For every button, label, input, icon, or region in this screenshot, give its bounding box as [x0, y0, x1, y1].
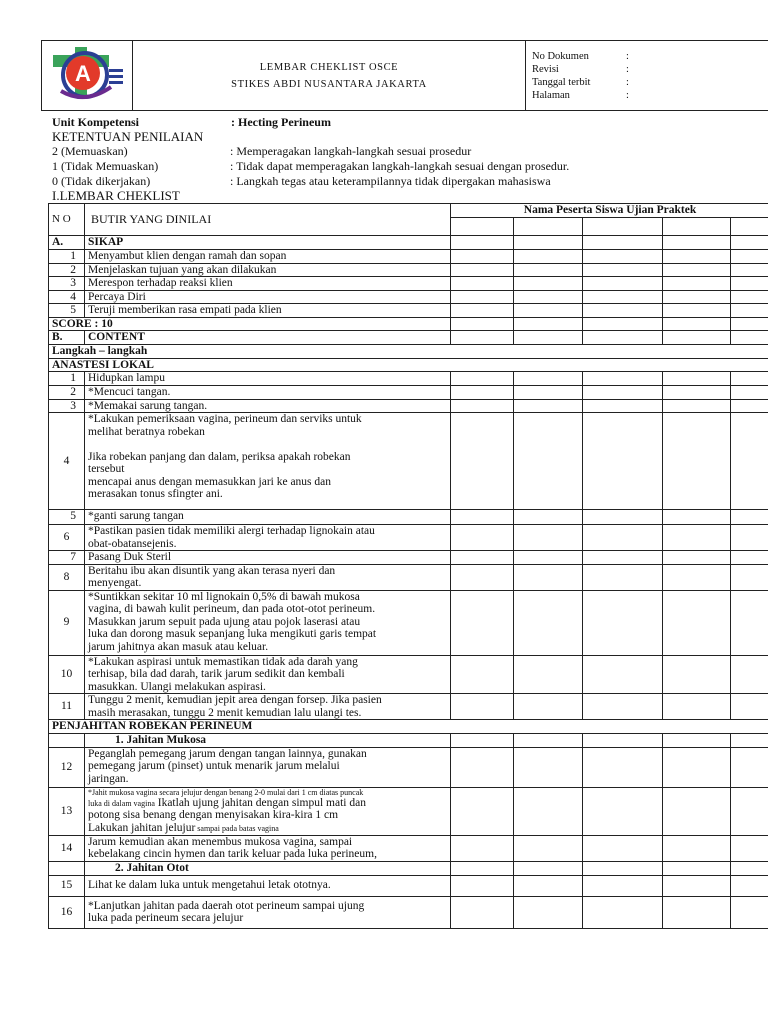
item-text: Hidupkan lampu: [88, 372, 165, 384]
section-title: CONTENT: [85, 331, 451, 345]
score-cell[interactable]: [583, 290, 663, 304]
score-cell[interactable]: [731, 734, 768, 748]
item-no: 9: [49, 590, 85, 655]
title-line-2: STIKES ABDI NUSANTARA JAKARTA: [231, 78, 427, 90]
score-cell[interactable]: [451, 564, 514, 590]
score-cell[interactable]: [663, 331, 731, 345]
item-text: *Mencuci tangan.: [88, 386, 171, 398]
score-cell[interactable]: [514, 386, 583, 400]
item-text-cell: [85, 510, 451, 525]
table-row: [49, 345, 768, 359]
item-line: mencapai anus dengan memasukkan jari ke anus dan: [88, 475, 332, 488]
title-line-1: LEMBAR CHEKLIST OSCE: [259, 61, 399, 73]
score-cell[interactable]: [583, 734, 663, 748]
table-row: [49, 861, 768, 875]
scale-score: 0 (Tidak dikerjakan): [52, 174, 151, 188]
no-header: N O: [49, 204, 85, 236]
item-text-cell: [85, 372, 451, 386]
scale-score: 2 (Memuaskan): [52, 144, 128, 158]
score-cell[interactable]: [583, 510, 663, 525]
score-cell[interactable]: [514, 734, 583, 748]
score-cell[interactable]: [583, 655, 663, 694]
score-cell[interactable]: [583, 236, 663, 250]
table-header-row: [49, 204, 768, 218]
mukosa-title: 1. Jahitan Mukosa: [85, 734, 451, 748]
item-text-cell: [85, 386, 451, 400]
item-no: 7: [49, 551, 85, 565]
scale-score: 1 (Tidak Memuaskan): [52, 159, 159, 173]
score-cell[interactable]: [663, 861, 731, 875]
score-cell[interactable]: [731, 564, 768, 590]
score-cell[interactable]: [731, 263, 768, 277]
score-cell[interactable]: [451, 386, 514, 400]
header-title: [133, 41, 526, 111]
score-cell[interactable]: [731, 317, 768, 331]
meta-row: Revisi :: [532, 63, 629, 75]
score-cell[interactable]: [731, 525, 768, 551]
score-cell[interactable]: [514, 551, 583, 565]
score-cell[interactable]: [663, 875, 731, 896]
score-cell[interactable]: [731, 304, 768, 318]
score-cell[interactable]: [731, 861, 768, 875]
item-text: Percaya Diri: [85, 290, 451, 304]
score-cell[interactable]: [731, 896, 768, 928]
score-cell[interactable]: [514, 525, 583, 551]
penjahitan-label: PENJAHITAN ROBEKAN PERINEUM: [49, 720, 768, 734]
item-line: Jarum kemudian akan menembus mukosa vagina, sampai: [88, 835, 353, 848]
table-row: [49, 551, 768, 565]
item-line: tersebut: [88, 463, 125, 475]
table-row: [49, 734, 768, 748]
score-cell[interactable]: [514, 861, 583, 875]
table-row: [49, 277, 768, 291]
score-cell[interactable]: [731, 277, 768, 291]
item-line: luka pada perineum secara jelujur: [88, 912, 244, 924]
item-text-cell: [85, 655, 451, 694]
table-row: [49, 835, 768, 861]
item-text: Merespon terhadap reaksi klien: [85, 277, 451, 291]
score-cell[interactable]: [731, 218, 768, 236]
score-cell[interactable]: [514, 277, 583, 291]
table-row: [49, 304, 768, 318]
logo-cell: [42, 41, 133, 111]
score-cell[interactable]: [514, 218, 583, 236]
score-cell[interactable]: [663, 510, 731, 525]
score-cell[interactable]: [731, 590, 768, 655]
langkah-label: Langkah – langkah: [49, 345, 768, 359]
table-row: [49, 525, 768, 551]
score-cell[interactable]: [731, 331, 768, 345]
score-cell[interactable]: [663, 734, 731, 748]
score-cell[interactable]: [583, 331, 663, 345]
meta-row: No Dokumen :: [532, 50, 629, 62]
table-row: [49, 564, 768, 590]
score-cell[interactable]: [451, 331, 514, 345]
score-cell[interactable]: [731, 875, 768, 896]
item-line: Masukkan jarum sepuit pada ujung atau pojok laserasi atau: [88, 615, 361, 628]
score-cell[interactable]: [451, 317, 514, 331]
item-text-cell: [85, 747, 451, 787]
anastesi-label: ANASTESI LOKAL: [49, 358, 768, 372]
item-text: Teruji memberikan rasa empati pada klien: [85, 304, 451, 318]
score-cell[interactable]: [663, 694, 731, 720]
score-cell[interactable]: [514, 331, 583, 345]
stikes-logo: [45, 41, 129, 105]
score-cell[interactable]: [663, 564, 731, 590]
section-code: B.: [49, 331, 85, 345]
score-cell[interactable]: [583, 372, 663, 386]
score-cell[interactable]: [663, 277, 731, 291]
item-line: *Suntikkan sekitar 10 ml lignokain 0,5% di bawah mukosa: [88, 590, 360, 603]
score-cell[interactable]: [451, 896, 514, 928]
score-cell[interactable]: [583, 317, 663, 331]
item-line: jarum jahitnya akan masuk atau keluar.: [88, 640, 269, 653]
score-cell[interactable]: [451, 510, 514, 525]
score-cell[interactable]: [514, 413, 583, 510]
item-line: masukkan. Ulangi melakukan aspirasi.: [88, 680, 266, 693]
item-no: 14: [49, 835, 85, 861]
item-text: *Memakai sarung tangan.: [88, 399, 208, 412]
score-cell[interactable]: [583, 787, 663, 835]
item-line: pemegang jarum (pinset) untuk menarik jarum melalui: [88, 760, 340, 772]
score-cell[interactable]: [731, 236, 768, 250]
meta-row: Tanggal terbit :: [532, 76, 629, 88]
item-line: masih merasakan, tunggu 2 menit kemudian lalu ulangi tes.: [88, 706, 362, 719]
unit-label: Unit Kompetensi: [52, 115, 139, 129]
score-cell[interactable]: [514, 263, 583, 277]
item-small-text: *Jahit mukosa vagina secara jelujur dengan benang 2-0 mulai dari 1 cm diatas puncak: [88, 787, 364, 797]
svg-text:A: A: [75, 61, 91, 86]
score-cell[interactable]: [731, 747, 768, 787]
score-cell[interactable]: [583, 747, 663, 787]
item-no: 16: [49, 896, 85, 928]
item-no: 5: [49, 510, 85, 525]
score-cell[interactable]: [451, 304, 514, 318]
score-cell[interactable]: [583, 413, 663, 510]
score-cell[interactable]: [731, 835, 768, 861]
item-no: 15: [49, 875, 85, 896]
table-row: [49, 590, 768, 655]
score-cell[interactable]: [451, 875, 514, 896]
score-cell[interactable]: [731, 372, 768, 386]
score-cell[interactable]: [514, 835, 583, 861]
score-cell[interactable]: [583, 386, 663, 400]
item-no: 4: [49, 290, 85, 304]
score-cell[interactable]: [451, 590, 514, 655]
score-cell[interactable]: [514, 250, 583, 264]
score-cell[interactable]: [731, 694, 768, 720]
item-no: 12: [49, 747, 85, 787]
score-cell[interactable]: [731, 399, 768, 413]
score-cell[interactable]: [663, 747, 731, 787]
score-cell[interactable]: [663, 290, 731, 304]
score-cell[interactable]: [663, 236, 731, 250]
item-text: Lihat ke dalam luka untuk mengetahui letak ototnya.: [85, 875, 451, 896]
score-cell[interactable]: [451, 236, 514, 250]
score-cell[interactable]: [663, 372, 731, 386]
item-line: luka dan dorong masuk sepanjang luka mengikuti garis tempat: [88, 628, 377, 640]
score-cell[interactable]: [663, 304, 731, 318]
score-cell[interactable]: [451, 787, 514, 835]
item-line: melihat beratnya robekan: [88, 425, 205, 438]
checklist-table: [48, 203, 768, 929]
score-cell[interactable]: [731, 551, 768, 565]
score-cell[interactable]: [731, 787, 768, 835]
scale-desc: : Tidak dapat memperagakan langkah-langkah sesuai dengan prosedur.: [230, 159, 570, 173]
score-cell[interactable]: [731, 250, 768, 264]
score-cell[interactable]: [514, 564, 583, 590]
item-line: vagina, di bawah kulit perineum, dan pada otot-otot perineum.: [88, 603, 376, 615]
score-cell[interactable]: [451, 250, 514, 264]
table-row: [49, 386, 768, 400]
score-cell[interactable]: [451, 277, 514, 291]
item-line: [88, 438, 447, 451]
score-cell[interactable]: [514, 317, 583, 331]
score-cell[interactable]: [583, 304, 663, 318]
score-cell[interactable]: [451, 861, 514, 875]
score-cell[interactable]: [583, 896, 663, 928]
score-cell[interactable]: [514, 372, 583, 386]
item-text-cell: [85, 525, 451, 551]
score-cell[interactable]: [663, 399, 731, 413]
item-text: Menjelaskan tujuan yang akan dilakukan: [85, 263, 451, 277]
score-cell[interactable]: [583, 263, 663, 277]
table-row: [49, 236, 768, 250]
score-cell[interactable]: [663, 787, 731, 835]
table-row: [49, 250, 768, 264]
item-line: *Lakukan aspirasi untuk memastikan tidak ada darah yang: [88, 655, 358, 668]
score-cell[interactable]: [663, 250, 731, 264]
item-line: jaringan.: [88, 772, 129, 785]
score-cell[interactable]: [514, 655, 583, 694]
otot-title: 2. Jahitan Otot: [85, 861, 451, 875]
section-code: A.: [49, 236, 85, 250]
score-cell[interactable]: [451, 413, 514, 510]
score-cell[interactable]: [514, 896, 583, 928]
table-row: [49, 317, 768, 331]
score-cell[interactable]: [731, 655, 768, 694]
score-cell[interactable]: [514, 236, 583, 250]
document-meta: [526, 41, 768, 111]
item-no: 1: [49, 250, 85, 264]
table-row: [49, 413, 768, 510]
score-cell[interactable]: [731, 290, 768, 304]
score-cell[interactable]: [451, 835, 514, 861]
item-text-cell: *Jahit mukosa vagina secara jelujur dengan benang 2-0 mulai dari 1 cm diatas puncak luka di dalam vagina Ikatlah ujung jahitan dengan simpul mati dan potong sisa benang dengan menyisakan kira-kira 1 cm Lakukan jahitan jelujur sampai pada batas vagina: [85, 787, 451, 835]
item-no: 10: [49, 655, 85, 694]
score-cell[interactable]: [583, 277, 663, 291]
table-row: [49, 290, 768, 304]
table-row: [49, 875, 768, 896]
item-line: obat-obatansejenis.: [88, 537, 177, 550]
table-row: [49, 720, 768, 734]
score-cell[interactable]: [451, 551, 514, 565]
scale-desc: : Langkah tegas atau keterampilannya tidak dipergakan mahasiswa: [230, 174, 551, 188]
table-row: [49, 896, 768, 928]
item-line: *Pastikan pasien tidak memiliki alergi terhadap lignokain atau: [88, 525, 375, 537]
item-no: 2: [49, 263, 85, 277]
peserta-header: Nama Peserta Siswa Ujian Praktek: [451, 204, 768, 218]
score-cell[interactable]: [731, 413, 768, 510]
item-line: terhisap, bila dad darah, tarik jarum sedikit dan kembali: [88, 668, 345, 680]
score-cell[interactable]: [514, 590, 583, 655]
score-cell[interactable]: [451, 694, 514, 720]
score-cell[interactable]: [663, 263, 731, 277]
item-line: *Lakukan pemeriksaan vagina, perineum dan serviks untuk: [88, 413, 362, 425]
score-cell[interactable]: [663, 655, 731, 694]
section-title: SIKAP: [85, 236, 451, 250]
score-cell[interactable]: [583, 564, 663, 590]
score-cell[interactable]: [663, 590, 731, 655]
score-cell[interactable]: [663, 386, 731, 400]
item-no: 8: [49, 564, 85, 590]
item-no: 11: [49, 694, 85, 720]
item-text-cell: [85, 551, 451, 565]
score-cell[interactable]: [451, 655, 514, 694]
item-no: 4: [49, 413, 85, 510]
section-title: I.LEMBAR CHEKLIST: [52, 188, 180, 203]
item-text-cell: [85, 564, 451, 590]
item-line: menyengat.: [88, 577, 142, 589]
table-row: [49, 787, 768, 835]
item-line: Jika robekan panjang dan dalam, periksa apakah robekan: [88, 450, 351, 463]
ketentuan-title: KETENTUAN PENILAIAN: [52, 129, 204, 144]
item-text: Menyambut klien dengan ramah dan sopan: [85, 250, 451, 264]
score-cell[interactable]: [451, 747, 514, 787]
score-cell[interactable]: [663, 413, 731, 510]
table-row: [49, 655, 768, 694]
meta-row: Halaman :: [532, 89, 629, 101]
item-no: 2: [49, 386, 85, 400]
item-no: 13: [49, 787, 85, 835]
table-row: [49, 358, 768, 372]
score-cell[interactable]: [731, 386, 768, 400]
score-cell[interactable]: [583, 399, 663, 413]
table-row: [49, 510, 768, 525]
unit-value: : Hecting Perineum: [231, 115, 331, 129]
score-cell[interactable]: [583, 835, 663, 861]
score-cell[interactable]: [514, 694, 583, 720]
item-text-cell: [85, 694, 451, 720]
item-text-cell: [85, 399, 451, 413]
score-cell[interactable]: [731, 510, 768, 525]
score-cell[interactable]: [451, 525, 514, 551]
score-cell[interactable]: [451, 263, 514, 277]
score-cell[interactable]: [514, 875, 583, 896]
score-cell[interactable]: [663, 551, 731, 565]
item-no: 6: [49, 525, 85, 551]
score-cell[interactable]: [663, 317, 731, 331]
item-text-cell: [85, 896, 451, 928]
item-line: Peganglah pemegang jarum dengan tangan lainnya, gunakan: [88, 747, 367, 760]
item-text-cell: [85, 590, 451, 655]
table-row: [49, 263, 768, 277]
item-line: merasakan tonus sfingter ani.: [88, 488, 223, 500]
table-row: [49, 399, 768, 413]
score-cell[interactable]: [583, 218, 663, 236]
score-cell[interactable]: [514, 290, 583, 304]
score-cell[interactable]: [514, 510, 583, 525]
item-no: 5: [49, 304, 85, 318]
score-cell[interactable]: [583, 250, 663, 264]
item-no: 3: [49, 277, 85, 291]
item-line: kebelakang cincin hymen dan tarik keluar pada luka perineum,: [88, 848, 377, 860]
item-text-cell: [85, 835, 451, 861]
score-label: SCORE : 10: [49, 317, 451, 331]
item-text-cell: [85, 413, 451, 510]
score-cell[interactable]: [583, 875, 663, 896]
table-row: [49, 694, 768, 720]
score-cell[interactable]: [583, 694, 663, 720]
score-cell[interactable]: [583, 525, 663, 551]
score-cell[interactable]: [583, 861, 663, 875]
score-cell[interactable]: [451, 372, 514, 386]
table-row: [49, 747, 768, 787]
item-line: Beritahu ibu akan disuntik yang akan terasa nyeri dan: [88, 564, 336, 577]
item-header: BUTIR YANG DINILAI: [85, 204, 451, 236]
score-cell[interactable]: [451, 290, 514, 304]
item-text: *ganti sarung tangan: [88, 510, 184, 522]
table-row: [49, 372, 768, 386]
score-cell[interactable]: [514, 304, 583, 318]
score-cell[interactable]: [663, 218, 731, 236]
score-cell[interactable]: [514, 747, 583, 787]
item-no: 3: [49, 399, 85, 413]
score-cell[interactable]: [514, 399, 583, 413]
score-cell[interactable]: [451, 399, 514, 413]
item-text: Pasang Duk Steril: [88, 551, 172, 563]
scale-desc: : Memperagakan langkah-langkah sesuai prosedur: [230, 144, 472, 158]
item-line: *Lanjutkan jahitan pada daerah otot perineum sampai ujung: [88, 899, 365, 912]
item-line: Tunggu 2 menit, kemudian jepit area dengan forsep. Jika pasien: [88, 694, 382, 706]
score-cell[interactable]: [451, 734, 514, 748]
document-header: [41, 40, 768, 110]
score-cell[interactable]: [663, 835, 731, 861]
score-cell[interactable]: [583, 590, 663, 655]
score-cell[interactable]: [663, 896, 731, 928]
score-cell[interactable]: [583, 551, 663, 565]
item-no: 1: [49, 372, 85, 386]
score-cell[interactable]: [514, 787, 583, 835]
table-row: [49, 331, 768, 345]
score-cell[interactable]: [451, 218, 514, 236]
score-cell[interactable]: [663, 525, 731, 551]
